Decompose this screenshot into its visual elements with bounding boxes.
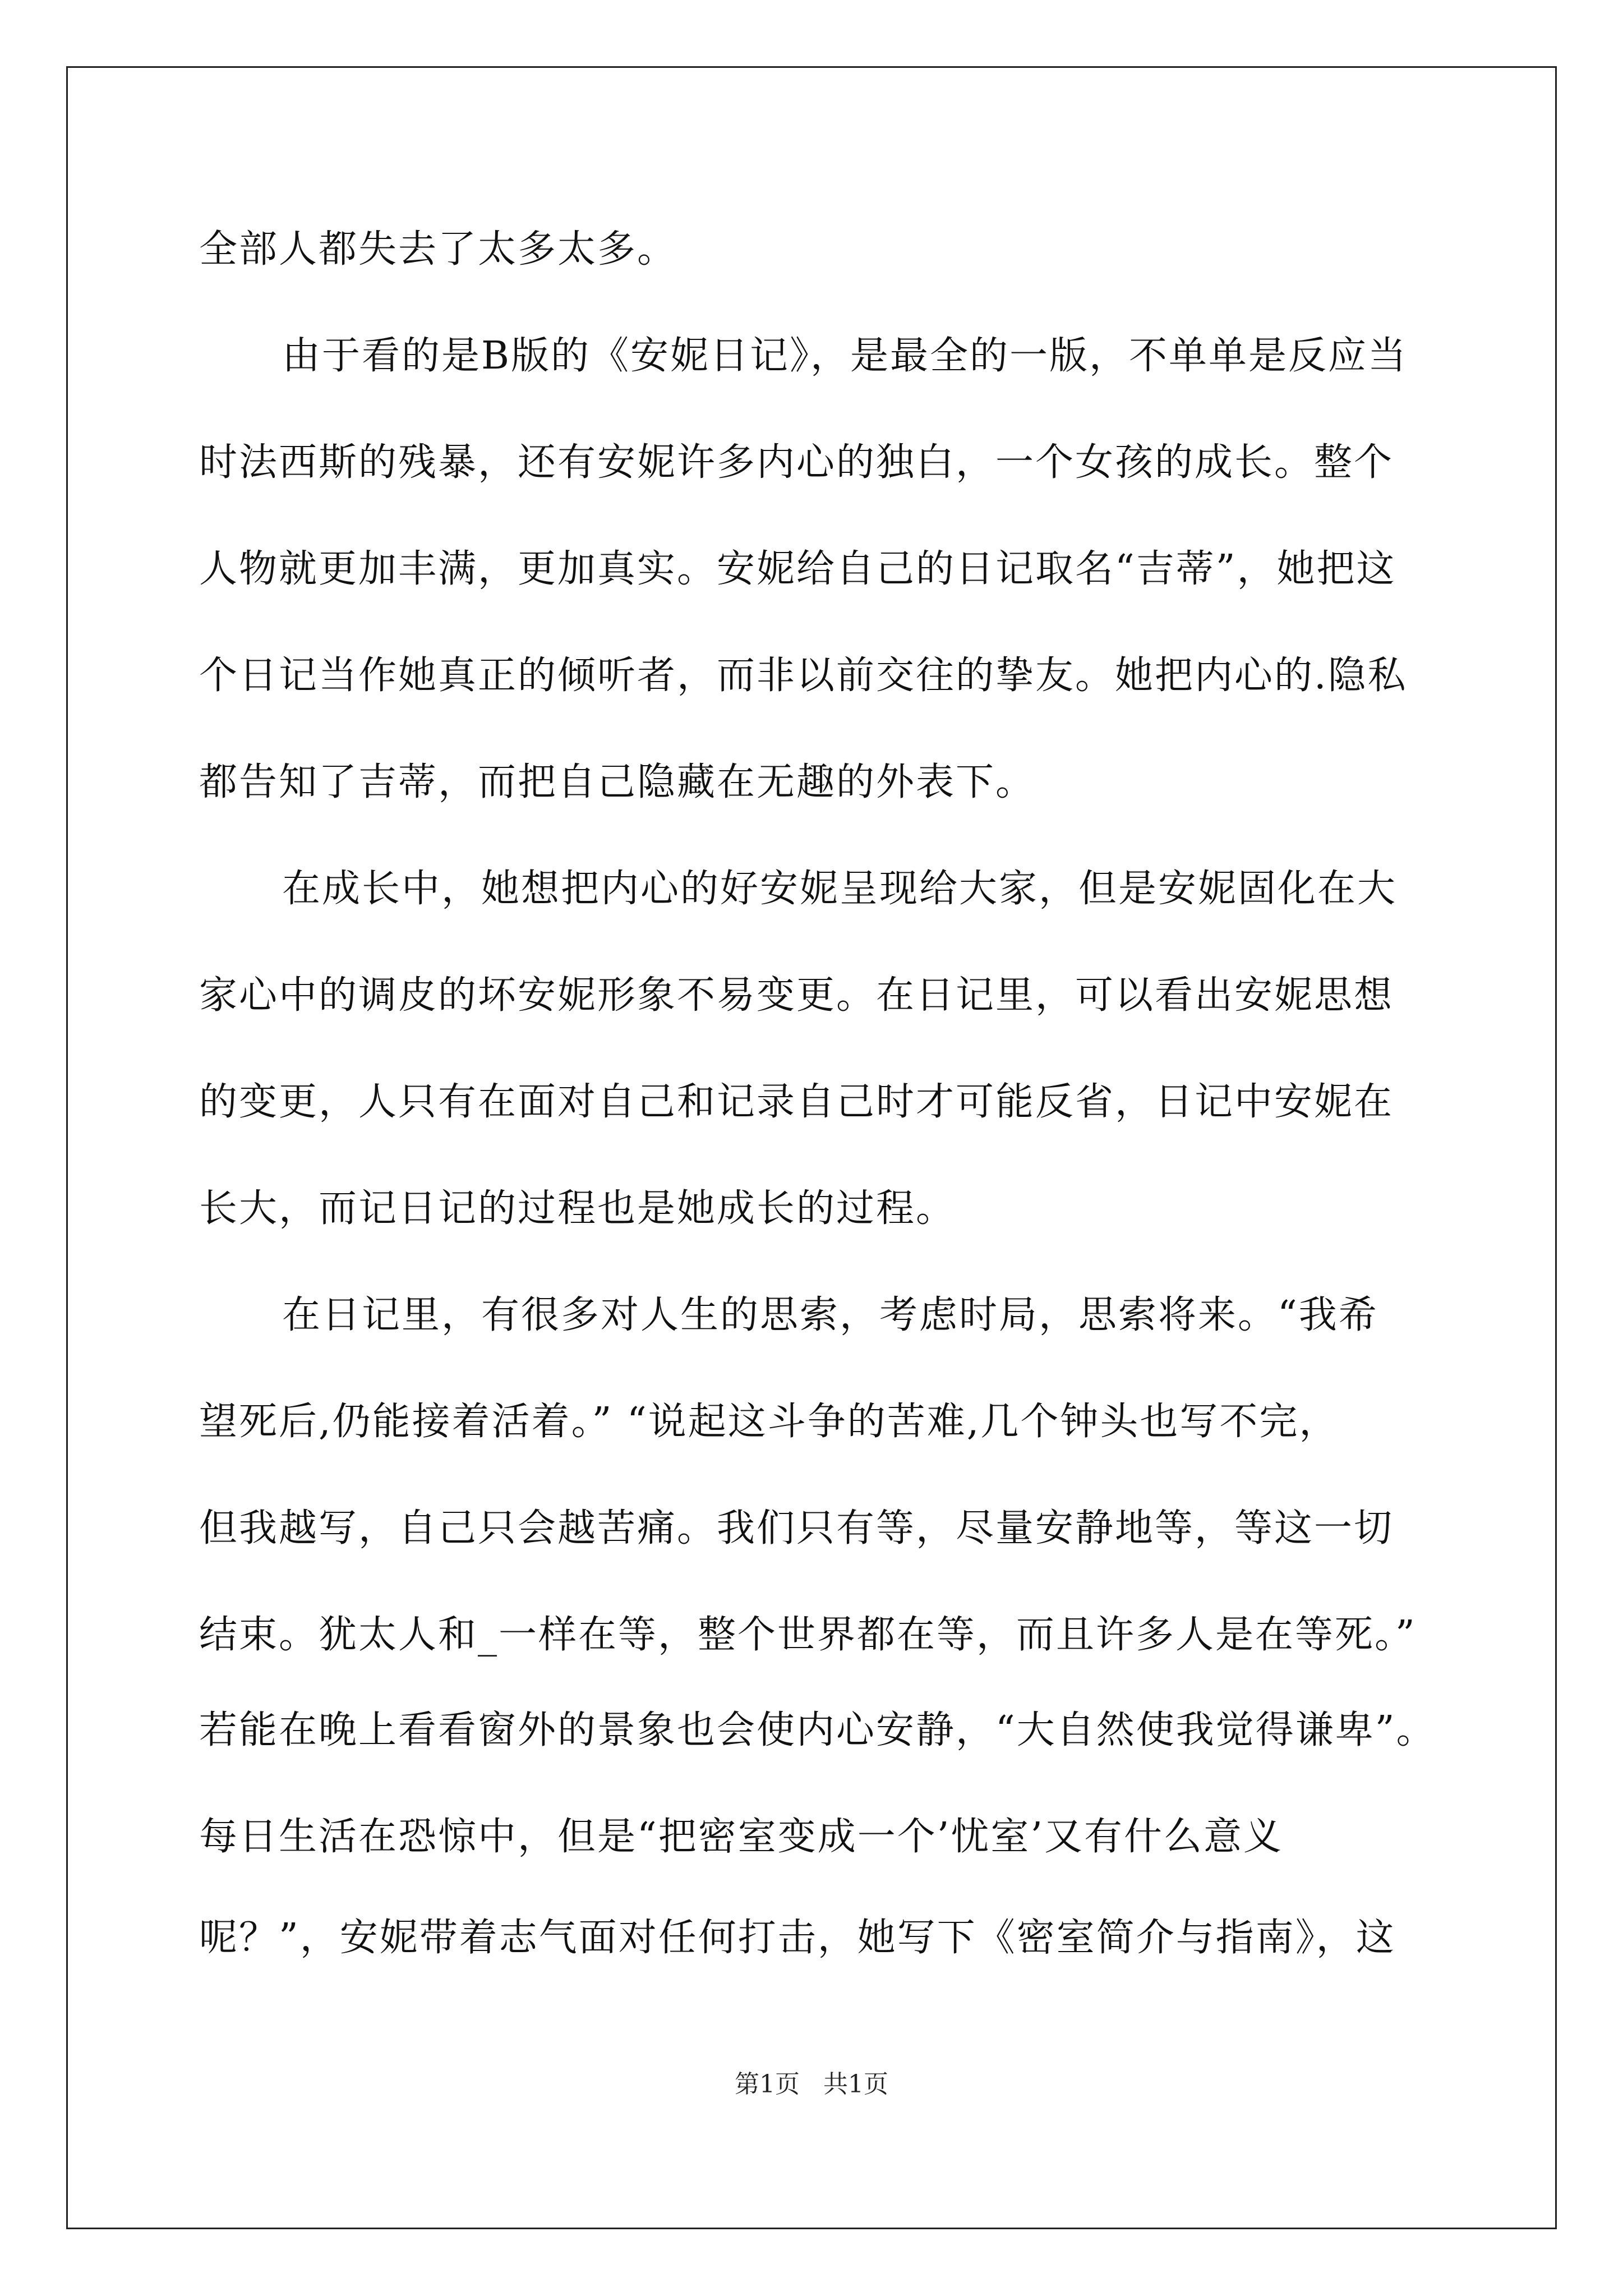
text-line-3: 时法西斯的残暴，还有安妮许多内心的独白，一个女孩的成长。整个 bbox=[199, 440, 1394, 485]
text-line-2: 由于看的是B版的《安妮日记》，是最全的一版，不单单是反应当 bbox=[282, 334, 1408, 378]
text-line-17: 呢？”，安妮带着志气面对任何打击，她写下《密室简介与指南》，这 bbox=[199, 1916, 1396, 1960]
text-line-4: 人物就更加丰满，更加真实。安妮给自己的日记取名“吉蒂”，她把这 bbox=[199, 547, 1396, 591]
text-line-1: 全部人都失去了太多太多。 bbox=[199, 227, 677, 272]
text-line-12: 望死后,仍能接着活着。” “说起这斗争的苦难,几个钟头也写不完， bbox=[199, 1400, 1339, 1444]
text-line-14: 结束。犹太人和_一样在等，整个世界都在等，而且许多人是在等死。” bbox=[199, 1613, 1417, 1657]
text-line-6: 都告知了吉蒂，而把自己隐藏在无趣的外表下。 bbox=[199, 760, 1036, 804]
page-footer: 第1页 共1页 bbox=[735, 2070, 888, 2099]
text-line-8: 家心中的调皮的坏安妮形象不易变更。在日记里，可以看出安妮思想 bbox=[199, 973, 1394, 1018]
text-line-16: 每日生活在恐惊中，但是“把密室变成一个’忧室’又有什么意义 bbox=[199, 1815, 1283, 1859]
text-line-13: 但我越写，自己只会越苦痛。我们只有等，尽量安静地等，等这一切 bbox=[199, 1506, 1394, 1550]
text-line-15: 若能在晚上看看窗外的景象也会使内心安静，“大自然使我觉得谦卑”。 bbox=[199, 1708, 1436, 1752]
text-line-5: 个日记当作她真正的倾听者，而非以前交往的挚友。她把内心的.隐私 bbox=[199, 654, 1408, 698]
page-border bbox=[66, 66, 1557, 2229]
text-line-9: 的变更，人只有在面对自己和记录自己时才可能反省，日记中安妮在 bbox=[199, 1080, 1394, 1124]
text-line-7: 在成长中，她想把内心的好安妮呈现给大家，但是安妮固化在大 bbox=[282, 867, 1398, 911]
text-line-10: 长大，而记日记的过程也是她成长的过程。 bbox=[199, 1186, 956, 1231]
text-line-11: 在日记里，有很多对人生的思索，考虑时局，思索将来。“我希 bbox=[282, 1293, 1378, 1337]
